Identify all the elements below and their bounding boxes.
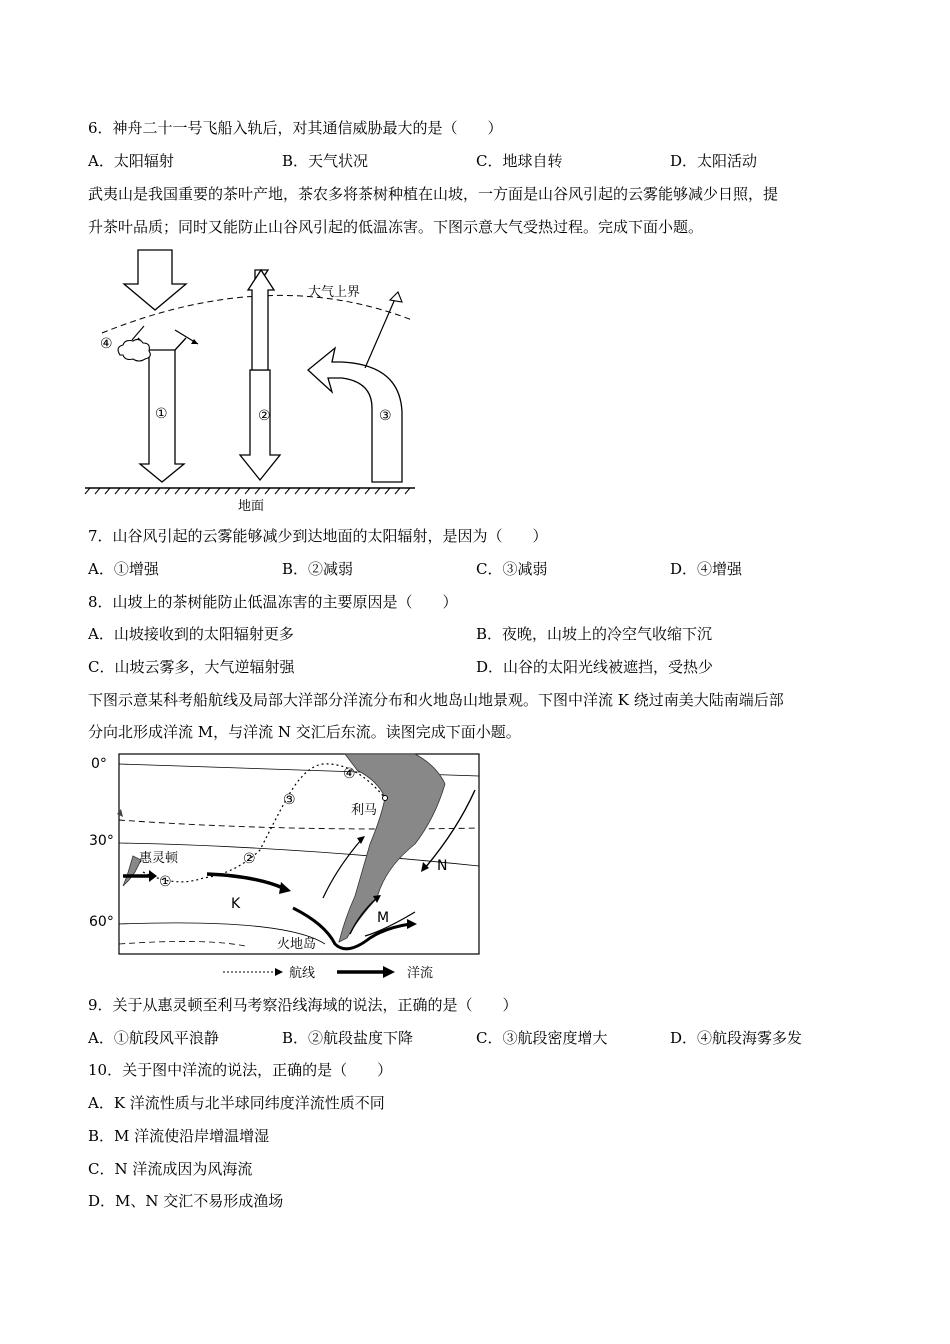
legend-current-label: 洋流 [407,966,434,981]
atmosphere-boundary-label: 大气上界 [308,285,361,300]
intro2-line1: 下图示意某科考船航线及局部大洋部分洋流分布和火地岛山地景观。下图中洋流 K 绕过南美大陆南端后部 [88,691,784,709]
q9-option-a: A．①航段风平浪静 [88,1029,219,1047]
q7-option-d: D．④增强 [670,560,743,578]
route-mark-3: ③ [283,792,296,808]
q8-option-c: C．山坡云雾多，大气逆辐射强 [88,658,295,676]
q6-option-b: B．天气状况 [282,152,369,170]
current-m-label: M [377,910,390,926]
intro1-line2: 升茶叶品质；同时又能防止山谷风引起的低温冻害。下图示意大气受热过程。完成下面小题。 [88,218,704,236]
atmosphere-heating-figure [80,240,430,515]
lat-label-0: 0° [91,756,107,772]
q10-option-a: A．K 洋流性质与北半球同纬度洋流性质不同 [88,1094,385,1112]
arrow-2-mark: ② [258,408,271,424]
q10-option-c: C．N 洋流成因为风海流 [88,1160,253,1178]
intro1-line1: 武夷山是我国重要的茶叶产地，茶农多将茶树种植在山坡，一方面是山谷风引起的云雾能够减少日照，提 [88,185,779,203]
q8-stem: 8．山坡上的茶树能防止低温冻害的主要原因是（ ） [88,593,458,611]
solar-radiation-arrow [124,250,186,310]
q9-stem: 9．关于从惠灵顿至利马考察沿线海域的说法，正确的是（ ） [88,996,518,1014]
q6-option-c: C．地球自转 [476,152,563,170]
lima-point [383,796,388,801]
q6-option-a: A．太阳辐射 [88,152,174,170]
q8-option-a: A．山坡接收到的太阳辐射更多 [88,625,294,643]
q6-stem: 6．神舟二十一号飞船入轨后，对其通信威胁最大的是（ ） [88,119,503,137]
wellington-label: 惠灵顿 [139,851,179,866]
q6-option-d: D．太阳活动 [670,152,758,170]
lat-label-60: 60° [89,914,114,930]
ocean-current-map [85,748,485,988]
q9-option-b: B．②航段盐度下降 [282,1029,414,1047]
lat-label-30: 30° [89,833,114,849]
ground-label: 地面 [238,499,265,514]
lima-label: 利马 [351,803,378,818]
q10-stem: 10．关于图中洋流的说法，正确的是（ ） [88,1061,393,1079]
q9-option-c: C．③航段密度增大 [476,1029,608,1047]
route-mark-1: ① [159,874,172,890]
current-k-label: K [231,896,241,912]
q7-option-b: B．②减弱 [282,560,354,578]
q7-stem: 7．山谷风引起的云雾能够减少到达地面的太阳辐射，是因为（ ） [88,527,548,545]
arrow-4-mark: ④ [100,336,113,352]
arrow-3-mark: ③ [379,408,392,424]
cloud-icon [118,339,150,361]
q10-option-b: B．M 洋流使沿岸增温增湿 [88,1127,270,1145]
q7-option-a: A．①增强 [88,560,159,578]
tierra-del-fuego-label: 火地岛 [277,937,317,952]
q8-option-d: D．山谷的太阳光线被遮挡，受热少 [476,658,714,676]
arrow-1-mark: ① [155,406,168,422]
route-mark-2: ② [243,851,256,867]
current-n-label: N [437,858,448,874]
q7-option-c: C．③减弱 [476,560,548,578]
q8-option-b: B．夜晚，山坡上的冷空气收缩下沉 [476,625,713,643]
legend-route-label: 航线 [289,966,316,981]
q10-option-d: D．M、N 交汇不易形成渔场 [88,1192,284,1210]
q9-option-d: D．④航段海雾多发 [670,1029,803,1047]
route-mark-4: ④ [343,766,356,782]
intro2-line2: 分向北形成洋流 M，与洋流 N 交汇后东流。读图完成下面小题。 [88,723,521,741]
